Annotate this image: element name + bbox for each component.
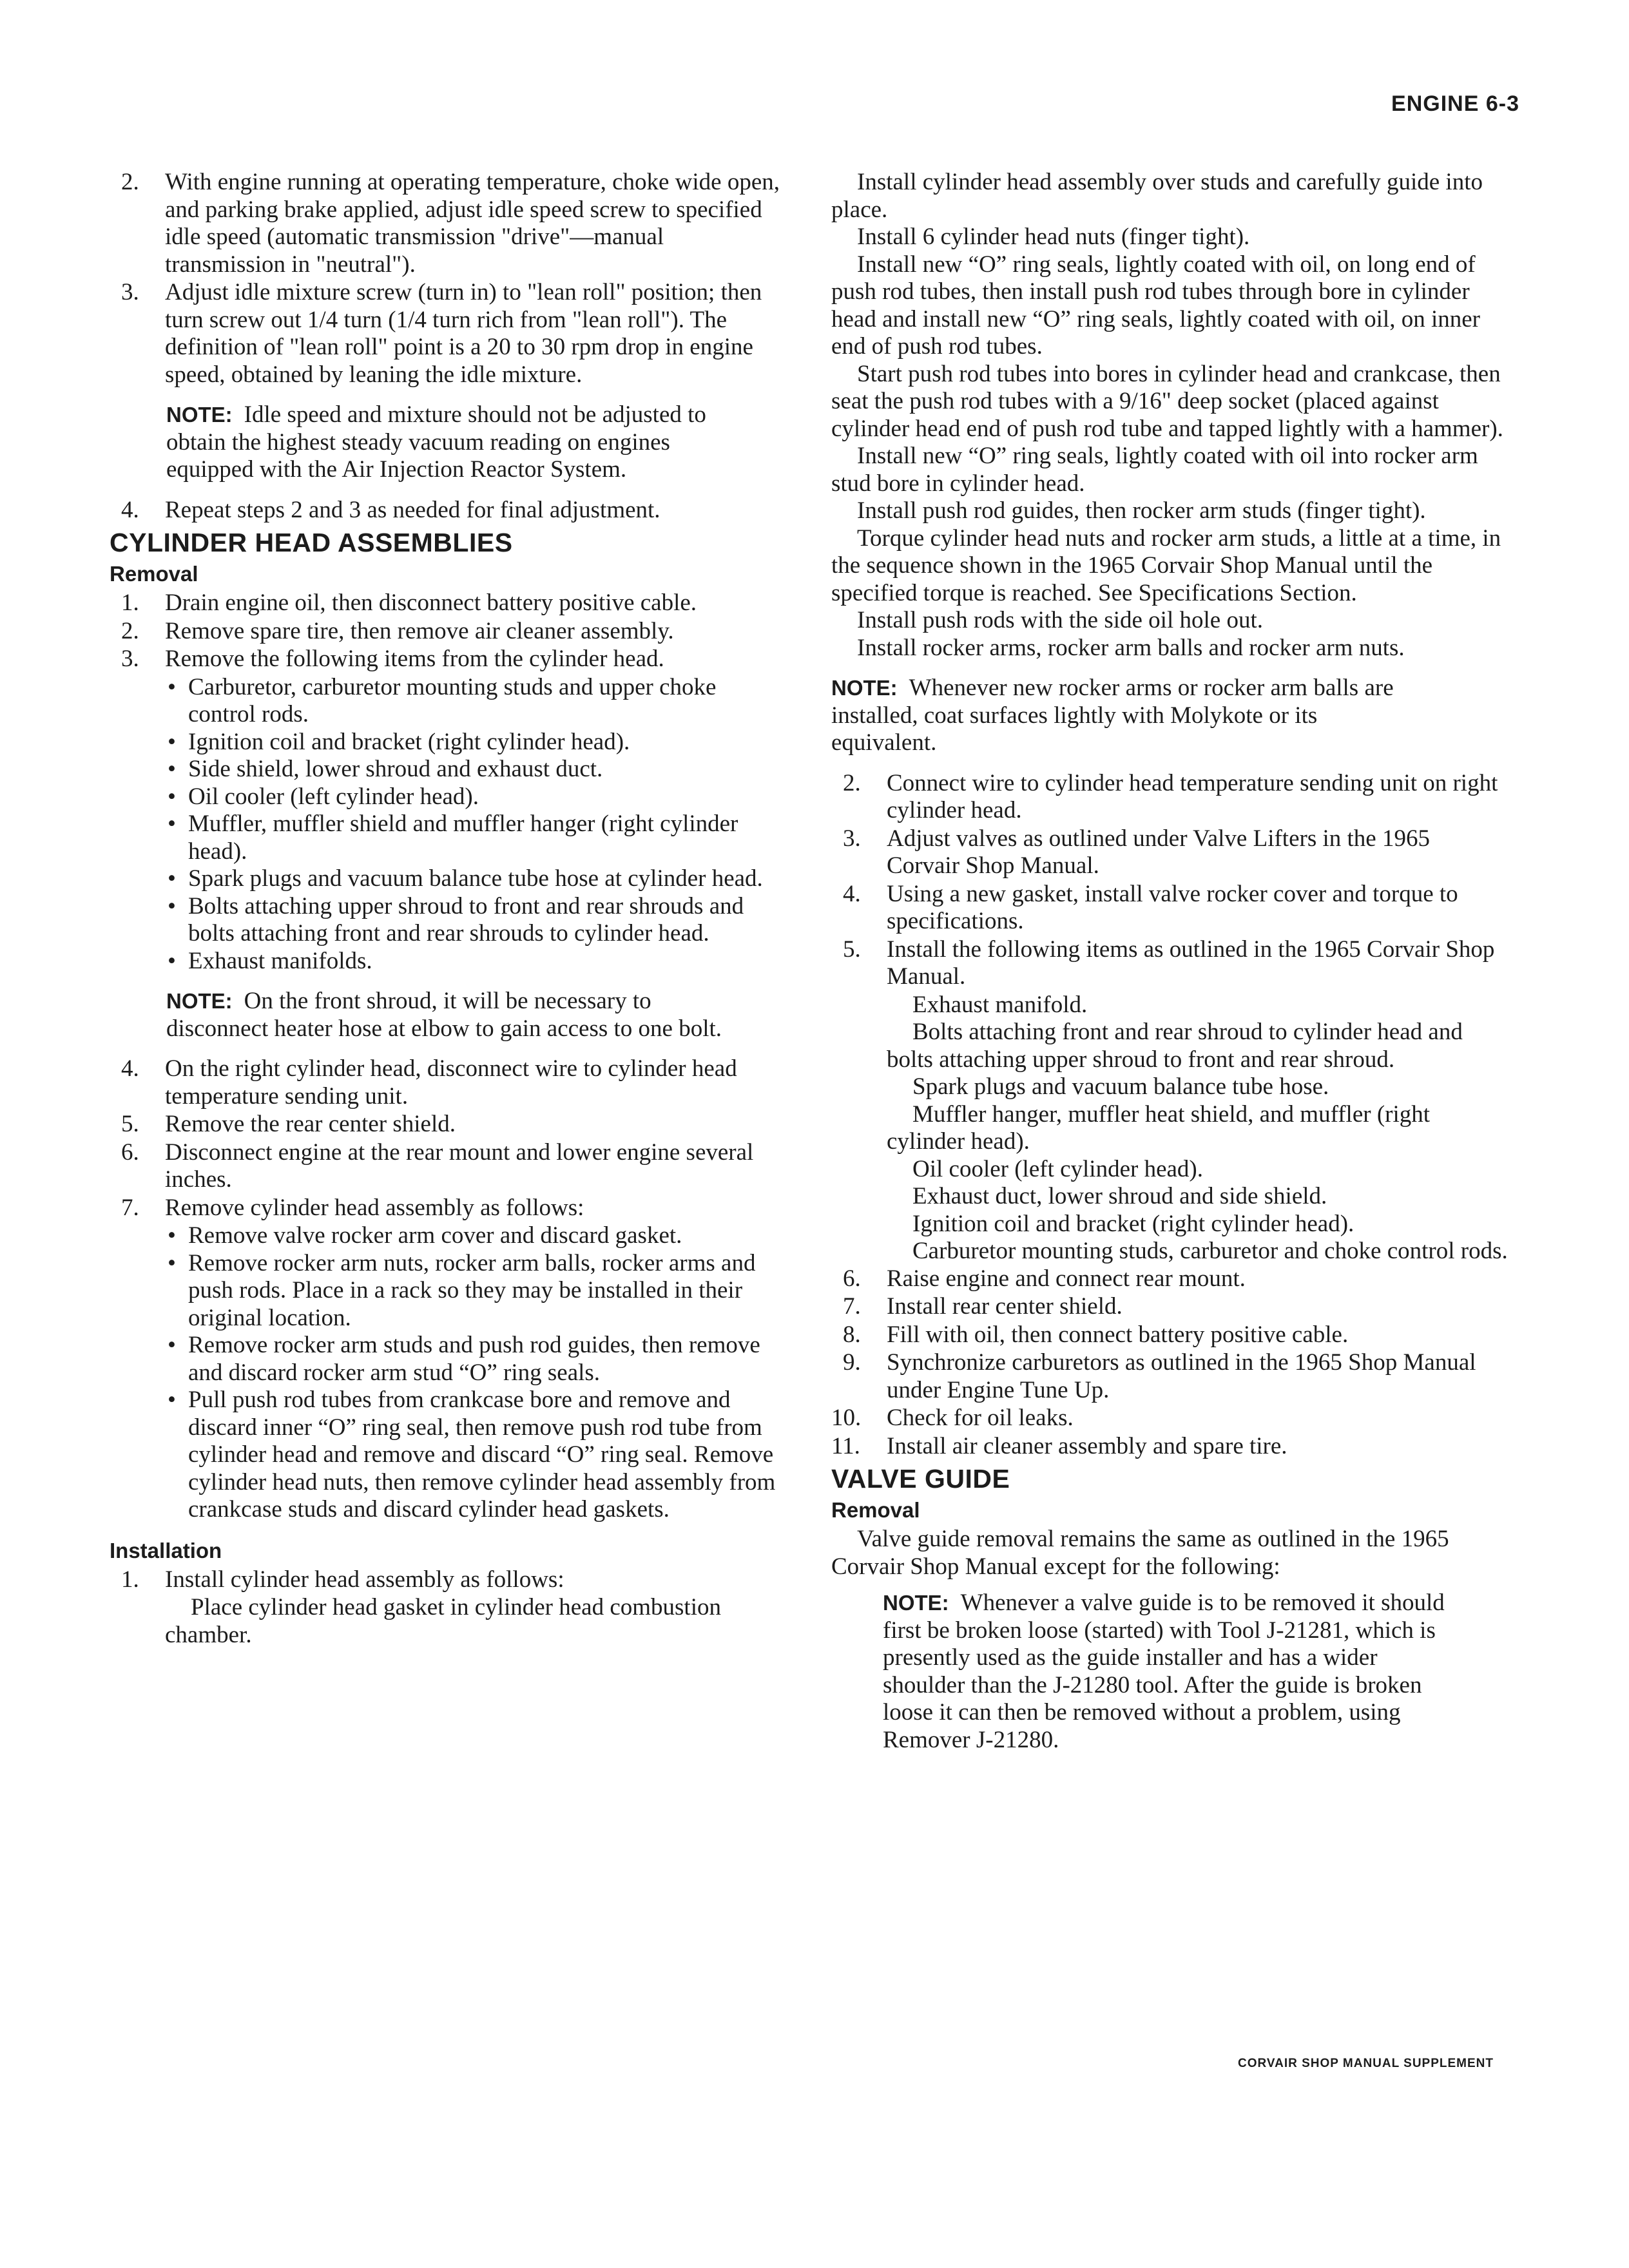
list-item: Muffler hanger, muffler heat shield, and muffler (right cylinder head). xyxy=(887,1100,1431,1155)
list-item: • Remove rocker arm nuts, rocker arm balls, rocker arms and push rods. Place in a rack so they may be installed in their original location. xyxy=(110,1250,780,1332)
note-text: Whenever a valve guide is to be removed it should first be broken loose (started) with Tool J-21281, which is presently used as the guide installer and has a wider shoulder than the J-21280 tool. After the guide is broken loose it can then be removed without a problem, using Remover J-21280. xyxy=(883,1590,1445,1753)
paragraph: Torque cylinder head nuts and rocker arm studs, a little at a time, in the sequence shown in the 1965 Corvair Shop Manual until the specified torque is reached. See Specifications Section. xyxy=(831,524,1501,606)
paragraph: Start push rod tubes into bores in cylinder head and crankcase, then seat the push rod tubes with a 9/16" deep socket (placed against cylinder head end of push rod tube and tapped lightly with a hammer). xyxy=(831,360,1503,442)
install-step-1-detail: Place cylinder head gasket in cylinder head combustion chamber. xyxy=(165,1594,721,1648)
paragraph: Install push rods with the side oil hole out. xyxy=(857,607,1263,633)
step-text: Synchronize carburetors as outlined in the 1965 Shop Manual under Engine Tune Up. xyxy=(887,1349,1476,1403)
removal-step-5: 5. Remove the rear center shield. xyxy=(121,1111,456,1137)
step-3: 3. Adjust idle mixture screw (turn in) to "lean roll" position; then turn screw out 1/4 turn (1/4 turn rich from "lean roll"). The definition of "lean roll" point is a 20 to 30 rpm drop in engine speed, obtained by leaning the idle mixture. xyxy=(121,279,762,388)
install-step-2: 2. Connect wire to cylinder head temperature sending unit on right cylinder head. xyxy=(843,769,1498,823)
list-item: • Oil cooler (left cylinder head). xyxy=(110,783,780,811)
list-item: • Remove rocker arm studs and push rod guides, then remove and discard rocker arm stud “O” ring seals. xyxy=(110,1332,780,1387)
step-text: On the right cylinder head, disconnect wire to cylinder head temperature sending unit. xyxy=(165,1055,737,1110)
page-footer: CORVAIR SHOP MANUAL SUPPLEMENT xyxy=(1237,2057,1494,2070)
list-item: • Exhaust manifolds. xyxy=(110,948,780,975)
step-text: Remove the rear center shield. xyxy=(165,1111,456,1137)
step-4: 4. Repeat steps 2 and 3 as needed for final adjustment. xyxy=(121,496,660,523)
step-text: Install rear center shield. xyxy=(887,1293,1123,1320)
removal-step-1: 1. Drain engine oil, then disconnect battery positive cable. xyxy=(121,590,697,616)
left-column xyxy=(110,169,780,1649)
install-step-6: 6. Raise engine and connect rear mount. xyxy=(843,1265,1246,1292)
removal-step-4: 4. On the right cylinder head, disconnect wire to cylinder head temperature sending unit. xyxy=(121,1055,737,1110)
list-item: Carburetor mounting studs, carburetor and choke control rods. xyxy=(912,1238,1508,1264)
list-item: • Bolts attaching upper shroud to front and rear shrouds and bolts attaching front and rear shrouds to cylinder head. xyxy=(110,893,780,948)
paragraph: Valve guide removal remains the same as outlined in the 1965 Corvair Shop Manual except for the following: xyxy=(831,1526,1449,1580)
list-item: Oil cooler (left cylinder head). xyxy=(912,1155,1203,1182)
install-step-4: 4. Using a new gasket, install valve rocker cover and torque to specifications. xyxy=(843,880,1458,934)
install-step-3: 3. Adjust valves as outlined under Valve Lifters in the 1965 Corvair Shop Manual. xyxy=(843,825,1430,879)
list-item: • Remove valve rocker arm cover and discard gasket. xyxy=(110,1222,780,1250)
removal-step-7: 7. Remove cylinder head assembly as follows: xyxy=(121,1194,584,1221)
paragraph: Install new “O” ring seals, lightly coated with oil, on long end of push rod tubes, then install push rod tubes through bore in cylinder head and install new “O” ring seals, lightly coated with oil, on inner end of push rod tubes. xyxy=(831,251,1480,360)
step-text: With engine running at operating temperature, choke wide open, and parking brake applied, adjust idle speed screw to specified idle speed (automatic transmission "drive"—manual transmission in "neutral"). xyxy=(165,169,780,278)
paragraph: Install rocker arms, rocker arm balls and rocker arm nuts. xyxy=(857,634,1405,661)
step-text: Remove the following items from the cylinder head. xyxy=(165,646,664,672)
step-2: 2. With engine running at operating temperature, choke wide open, and parking brake applied, adjust idle speed screw to specified idle speed (automatic transmission "drive"—manual transmission in "neutral"). xyxy=(121,169,780,278)
step-text: Connect wire to cylinder head temperature sending unit on right cylinder head. xyxy=(887,769,1498,823)
list-item: Exhaust duct, lower shroud and side shield. xyxy=(912,1183,1327,1209)
note-rocker-arms xyxy=(831,675,1411,757)
removal-step-2: 2. Remove spare tire, then remove air cleaner assembly. xyxy=(121,617,674,644)
subsection-installation: Installation xyxy=(110,1538,222,1562)
note-text: Whenever new rocker arms or rocker arm balls are installed, coat surfaces lightly with Molykote or its equivalent. xyxy=(831,675,1394,756)
list-item: • Muffler, muffler shield and muffler hanger (right cylinder head). xyxy=(110,811,780,865)
note-idle-speed xyxy=(166,401,746,484)
step-text: Install air cleaner assembly and spare tire. xyxy=(887,1432,1287,1459)
step-text: Remove cylinder head assembly as follows: xyxy=(165,1194,584,1221)
install-step-1: 1. Install cylinder head assembly as follows: xyxy=(121,1566,564,1593)
paragraph: Install 6 cylinder head nuts (finger tight). xyxy=(857,224,1250,250)
step-text: Adjust valves as outlined under Valve Lifters in the 1965 Corvair Shop Manual. xyxy=(887,825,1430,879)
list-item: • Ignition coil and bracket (right cylinder head). xyxy=(110,729,780,756)
removal-step-6: 6. Disconnect engine at the rear mount and lower engine several inches. xyxy=(121,1139,754,1193)
step-text: Repeat steps 2 and 3 as needed for final adjustment. xyxy=(165,496,660,523)
note-front-shroud xyxy=(166,988,746,1043)
paragraph: Install cylinder head assembly over studs and carefully guide into place. xyxy=(831,169,1483,223)
note-label: NOTE: xyxy=(166,403,233,427)
section-title-valve-guide: VALVE GUIDE xyxy=(831,1464,1010,1494)
section-title-cylinder-head: CYLINDER HEAD ASSEMBLIES xyxy=(110,528,513,557)
list-item: • Spark plugs and vacuum balance tube hose at cylinder head. xyxy=(110,865,780,893)
page-header: ENGINE 6-3 xyxy=(1391,91,1519,116)
list-item: Exhaust manifold. xyxy=(912,991,1088,1018)
list-item: • Carburetor, carburetor mounting studs and upper choke control rods. xyxy=(110,674,780,729)
list-item: Spark plugs and vacuum balance tube hose. xyxy=(912,1073,1329,1100)
note-valve-guide xyxy=(883,1590,1463,1754)
install-step-8: 8. Fill with oil, then connect battery positive cable. xyxy=(843,1321,1349,1348)
note-label: NOTE: xyxy=(166,989,233,1013)
subsection-valve-removal: Removal xyxy=(831,1498,920,1522)
list-item: • Side shield, lower shroud and exhaust duct. xyxy=(110,756,780,783)
subsection-removal: Removal xyxy=(110,562,198,586)
note-label: NOTE: xyxy=(831,676,898,700)
note-text: Idle speed and mixture should not be adjusted to obtain the highest steady vacuum reading on engines equipped with the Air Injection Reactor System. xyxy=(166,401,706,483)
note-label: NOTE: xyxy=(883,1591,949,1615)
removal-step-3: 3. Remove the following items from the cylinder head. xyxy=(121,646,664,672)
step-text: Install the following items as outlined in the 1965 Corvair Shop Manual. xyxy=(887,936,1495,990)
install-step-11: 11. Install air cleaner assembly and spare tire. xyxy=(831,1432,1287,1459)
right-column xyxy=(831,169,1508,1754)
step-text: Fill with oil, then connect battery positive cable. xyxy=(887,1321,1349,1348)
install-step-7: 7. Install rear center shield. xyxy=(843,1293,1123,1320)
paragraph: Install new “O” ring seals, lightly coated with oil into rocker arm stud bore in cylinder head. xyxy=(831,443,1478,497)
step-text: Check for oil leaks. xyxy=(887,1405,1074,1431)
step-text: Using a new gasket, install valve rocker cover and torque to specifications. xyxy=(887,880,1458,934)
step-text: Disconnect engine at the rear mount and lower engine several inches. xyxy=(165,1139,754,1193)
step-text: Drain engine oil, then disconnect battery positive cable. xyxy=(165,590,697,616)
list-item: Bolts attaching front and rear shroud to cylinder head and bolts attaching upper shroud to front and rear shroud. xyxy=(887,1019,1463,1073)
step-text: Install cylinder head assembly as follows: xyxy=(165,1566,564,1593)
list-item: Ignition coil and bracket (right cylinder head). xyxy=(912,1210,1354,1237)
step-text: Remove spare tire, then remove air cleaner assembly. xyxy=(165,617,674,644)
step-text: Adjust idle mixture screw (turn in) to "lean roll" position; then turn screw out 1/4 turn (1/4 turn rich from "lean roll"). The definition of "lean roll" point is a 20 to 30 rpm drop in engine speed, obtained by leaning the idle mixture. xyxy=(165,279,762,388)
install-step-5: 5. Install the following items as outlined in the 1965 Corvair Shop Manual. xyxy=(843,936,1495,990)
install-step-9: 9. Synchronize carburetors as outlined in the 1965 Shop Manual under Engine Tune Up. xyxy=(843,1349,1476,1403)
list-item: • Pull push rod tubes from crankcase bore and remove and discard inner “O” ring seal, then remove push rod tube from cylinder head and remove and discard “O” ring seal. Remove cylinder head nuts, then remove cylinder head assembly from crankcase studs and discard cylinder head gaskets. xyxy=(110,1387,780,1524)
step-text: Raise engine and connect rear mount. xyxy=(887,1265,1246,1292)
paragraph: Install push rod guides, then rocker arm studs (finger tight). xyxy=(857,497,1426,524)
install-step-10: 10. Check for oil leaks. xyxy=(831,1405,1074,1431)
note-text: On the front shroud, it will be necessary to disconnect heater hose at elbow to gain access to one bolt. xyxy=(166,988,722,1042)
